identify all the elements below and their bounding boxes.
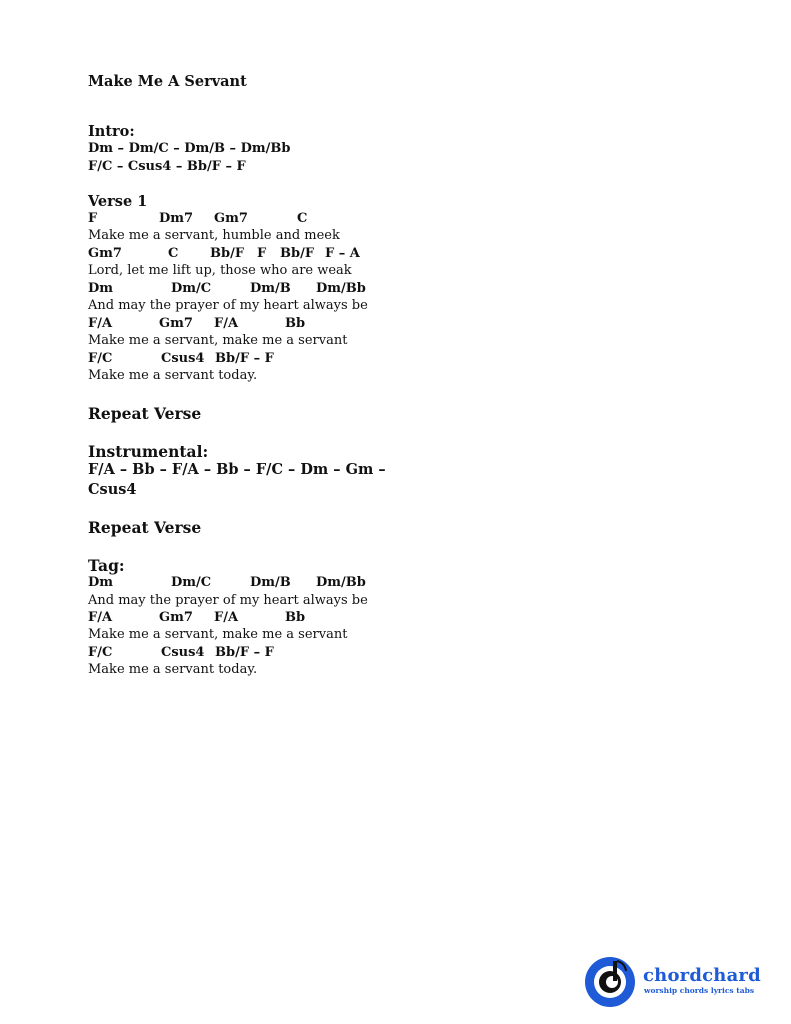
chord-line xyxy=(0,211,791,229)
chord: Gm7 xyxy=(88,246,122,261)
chord: F xyxy=(257,246,267,261)
chord: Bb/F – F xyxy=(215,645,274,660)
instrumental-progression-line: F/A – Bb – F/A – Bb – F/C – Dm – Gm – xyxy=(88,461,386,478)
lyric-line: Make me a servant, make me a servant xyxy=(88,627,348,642)
chord: Bb xyxy=(285,316,306,331)
chord: Dm/Bb xyxy=(316,281,366,296)
chord: Bb/F xyxy=(210,246,245,261)
tag-heading: Tag: xyxy=(88,556,125,575)
chord: F/A xyxy=(214,610,239,625)
chord: F/A xyxy=(214,316,239,331)
repeat-verse-heading: Repeat Verse xyxy=(88,518,202,537)
chord: C xyxy=(168,246,179,261)
lyric-line: Lord, let me lift up, those who are weak xyxy=(88,263,352,278)
lyric-line: Make me a servant, make me a servant xyxy=(88,333,348,348)
chord: F xyxy=(88,211,98,226)
intro-heading: Intro: xyxy=(88,123,135,140)
chord-line xyxy=(0,645,791,663)
verse1-heading: Verse 1 xyxy=(88,193,148,210)
intro-progression-line: Dm – Dm/C – Dm/B – Dm/Bb xyxy=(88,141,291,156)
chordchard-logo-icon xyxy=(583,955,637,1009)
chord: Bb xyxy=(285,610,306,625)
instrumental-progression-line: Csus4 xyxy=(88,481,137,498)
chordchard-logo xyxy=(583,955,768,1011)
lyric-line: Make me a servant today. xyxy=(88,368,258,383)
chord: F/C xyxy=(88,351,113,366)
chord: Csus4 xyxy=(161,645,205,660)
chord: Bb/F – F xyxy=(215,351,274,366)
lyric-line: And may the prayer of my heart always be xyxy=(88,298,368,313)
chord: F/A xyxy=(88,316,113,331)
chord-line xyxy=(0,316,791,334)
lyric-line: Make me a servant, humble and meek xyxy=(88,228,340,243)
chord: Dm/C xyxy=(171,575,212,590)
chord: Dm/C xyxy=(171,281,212,296)
instrumental-heading: Instrumental: xyxy=(88,442,209,461)
chord: Gm7 xyxy=(214,211,248,226)
chord: Dm xyxy=(88,575,114,590)
chord: F/C xyxy=(88,645,113,660)
chord: Dm xyxy=(88,281,114,296)
chord: Gm7 xyxy=(159,610,193,625)
lyric-line: Make me a servant today. xyxy=(88,662,258,677)
chord-line xyxy=(0,281,791,299)
lyric-line: And may the prayer of my heart always be xyxy=(88,593,368,608)
chord: Dm/B xyxy=(250,281,291,296)
chord: Dm/Bb xyxy=(316,575,366,590)
chord-line xyxy=(0,575,791,593)
intro-progression-line: F/C – Csus4 – Bb/F – F xyxy=(88,159,246,174)
chord: Bb/F xyxy=(280,246,315,261)
chord-line xyxy=(0,246,791,264)
chord: Dm7 xyxy=(159,211,194,226)
chord: Dm/B xyxy=(250,575,291,590)
repeat-verse-heading: Repeat Verse xyxy=(88,404,202,423)
logo-name: chordchard xyxy=(643,965,761,986)
song-title: Make Me A Servant xyxy=(88,73,247,90)
chord: F/A xyxy=(88,610,113,625)
chord: Csus4 xyxy=(161,351,205,366)
chord-line xyxy=(0,610,791,628)
chord-line xyxy=(0,351,791,369)
chord: C xyxy=(297,211,308,226)
chord: Gm7 xyxy=(159,316,193,331)
logo-tagline: worship chords lyrics tabs xyxy=(644,986,755,995)
chord: F – A xyxy=(325,246,360,261)
